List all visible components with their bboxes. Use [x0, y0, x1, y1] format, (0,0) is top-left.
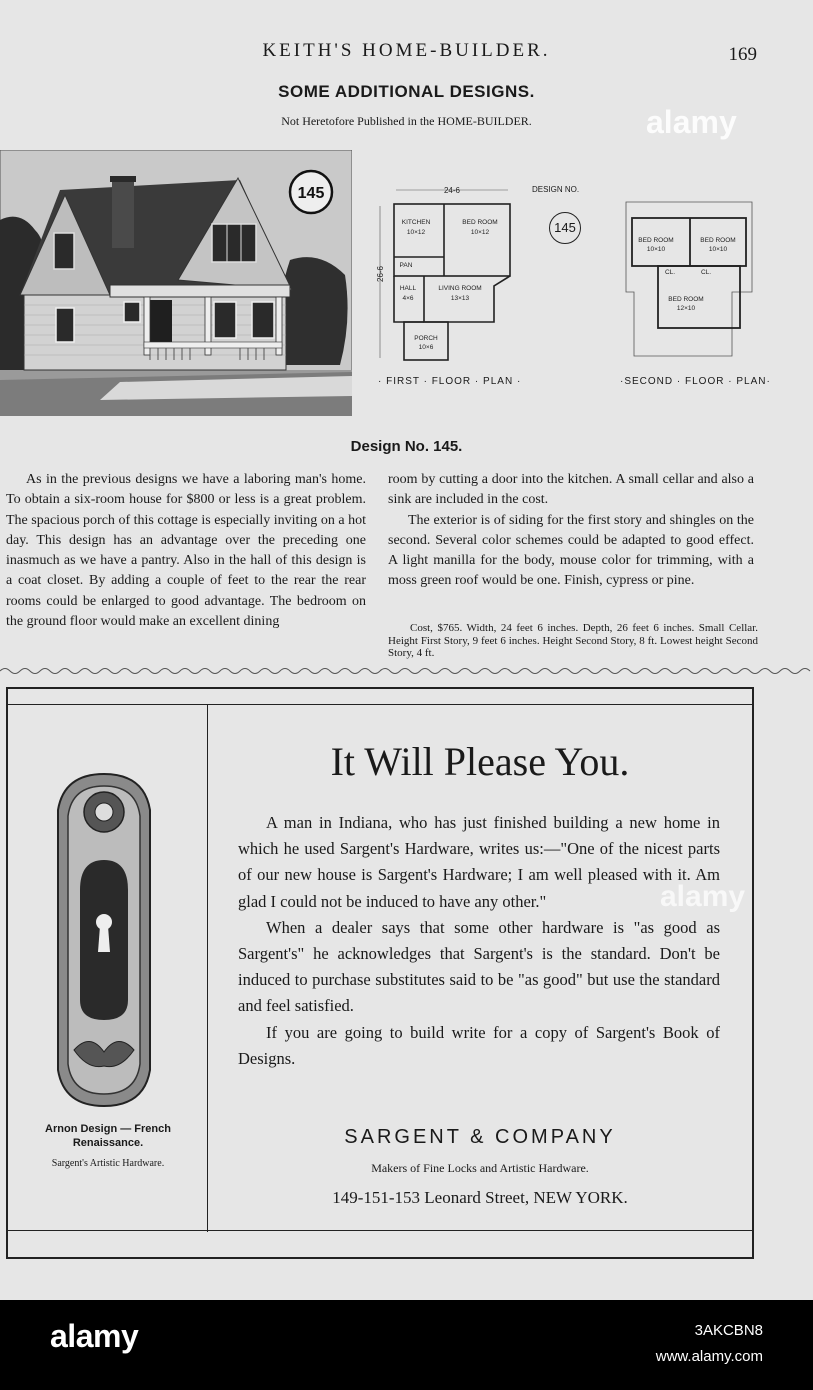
image-caption: Arnon Design — French Renaissance. [45, 1123, 171, 1149]
second-room-2: BED ROOM [700, 237, 736, 244]
design-no-label: DESIGN NO. [532, 185, 580, 194]
escutcheon-plate-image [50, 770, 158, 1110]
room-hall: HALL [399, 285, 417, 292]
room-pantry: PAN [399, 262, 413, 269]
image-subcaption: Sargent's Artistic Hardware. [51, 1158, 165, 1169]
room-porch-size: 10×6 [418, 344, 434, 351]
cost-note: Cost, $765. Width, 24 feet 6 inches. Depth, 26 feet 6 inches. Small Cellar. Height First Story, 9 feet 6 inches. Height Second Story, 8 ft. Lowest height Second Story, 4 ft. [388, 622, 758, 659]
second-closet-2: CL. [700, 269, 712, 276]
watermark-overlay: alamy [660, 880, 746, 913]
room-kitchen: KITCHEN [401, 219, 431, 226]
running-title: KEITH'S HOME-BUILDER. [262, 40, 551, 61]
room-hall-size: 4×6 [402, 295, 414, 302]
page-number: 169 [728, 44, 757, 65]
article-left-column [6, 470, 366, 632]
second-room-3: BED ROOM [668, 296, 704, 303]
ad-paragraph: If you are going to build write for a copy of Sargent's Book of Designs. [238, 1022, 720, 1068]
second-floor-plan [620, 196, 758, 391]
wavy-divider [0, 664, 813, 678]
ad-headline: It Will Please You. [330, 739, 630, 784]
second-closet-1: CL. [664, 269, 676, 276]
ad-body [238, 810, 720, 1072]
first-floor-plan [374, 182, 524, 397]
section-subtitle: Not Heretofore Published in the HOME-BUILDER. [281, 114, 532, 128]
company-name: SARGENT & COMPANY [344, 1126, 616, 1148]
ad-paragraph: A man in Indiana, who has just finished building a new home in which he used Sargent's Hardware, writes us:—"One of the nicest parts of our new house is Sargent's Hardware; I am well pleased with it. Am glad I could not be induced to have any other." [238, 813, 720, 911]
room-living-size: 13×13 [450, 295, 470, 302]
design-heading: Design No. 145. [350, 438, 463, 455]
article-right-column [388, 470, 754, 592]
design-number-badge: 145 [549, 212, 581, 244]
article-paragraph: room by cutting a door into the kitchen. A small cellar and also a sink are included in the cost. [388, 472, 754, 508]
plan-depth-dimension: 26-6 [376, 265, 385, 282]
first-floor-caption: · FIRST · FLOOR · PLAN · [378, 376, 522, 387]
watermark-url: www.alamy.com [655, 1348, 763, 1365]
ad-rule-bottom [6, 1230, 752, 1231]
ad-column-divider [207, 704, 208, 1232]
second-room-1-size: 10×10 [646, 246, 666, 253]
room-bedroom-size: 10×12 [470, 229, 490, 236]
section-title: SOME ADDITIONAL DESIGNS. [278, 82, 535, 101]
article-paragraph: As in the previous designs we have a laboring man's home. To obtain a six-room house for $800 or less is a great problem. The spacious porch of this cottage is especially inviting on a hot day. This design has an advantage over the preceding one inasmuch as we have a pantry. Also in the hall of this design is a coat closet. By adding a couple of feet to the rear the rear rooms could be enlarged to good advantage. The bedroom on the ground floor would make an excellent dining [6, 472, 366, 630]
ad-paragraph: When a dealer says that some other hardware is "as good as Sargent's" he acknowledges that Sargent's is the standard. Don't be induced to purchase substitutes said to be "as good" but use the standard and feel satisfied. [238, 917, 720, 1016]
second-room-3-size: 12×10 [676, 305, 696, 312]
room-kitchen-size: 10×12 [406, 229, 426, 236]
house-photograph [0, 150, 352, 416]
plan-width-dimension: 24-6 [443, 186, 461, 195]
watermark-overlay: alamy [646, 104, 737, 140]
room-living: LIVING ROOM [438, 285, 482, 292]
watermark-image-id: 3AKCBN8 [694, 1322, 763, 1339]
watermark-logo: alamy [50, 1318, 139, 1354]
company-address: 149-151-153 Leonard Street, NEW YORK. [332, 1188, 628, 1207]
room-bedroom: BED ROOM [462, 219, 498, 226]
company-tagline: Makers of Fine Locks and Artistic Hardware. [371, 1161, 589, 1175]
article-paragraph: The exterior is of siding for the first story and shingles on the second. Several color schemes could be adapted to good effect. A light manilla for the body, mouse color for trimming, with a moss green roof would be one. Finish, cypress or pine. [388, 512, 754, 589]
ad-rule-top [6, 704, 752, 705]
room-porch: PORCH [414, 335, 438, 342]
second-room-2-size: 10×10 [708, 246, 728, 253]
second-floor-caption: ·SECOND · FLOOR · PLAN· [620, 376, 771, 387]
second-room-1: BED ROOM [638, 237, 674, 244]
photo-badge: 145 [297, 185, 325, 202]
